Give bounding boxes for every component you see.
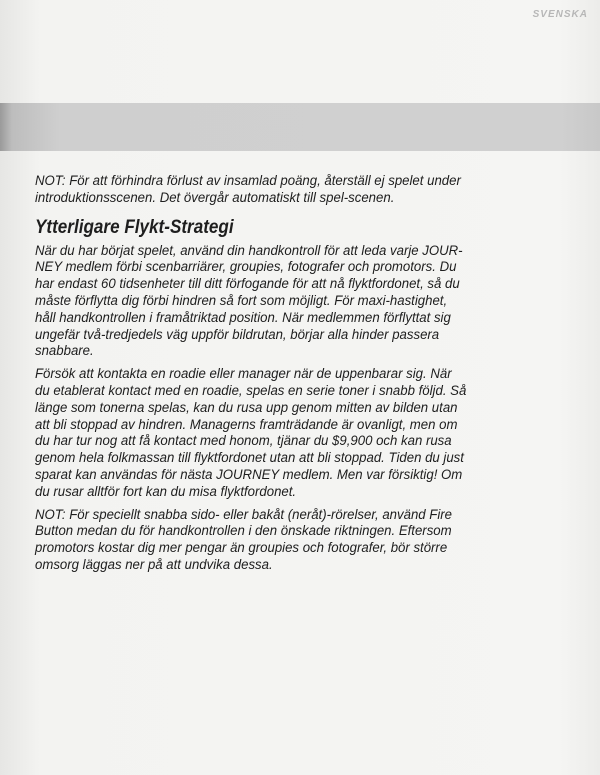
header-band (0, 103, 600, 151)
paragraph-line: du etablerat kontact med en roadie, spelas en serie toner i snabb följd. Så (35, 382, 467, 399)
paragraph-line: att bli stoppad av hindren. Managerns framträdande är ovanligt, men om (35, 416, 458, 433)
paragraph-line: NEY medlem förbi scenbarriärer, groupies, fotografer och promotors. Du (35, 259, 457, 276)
note-line: omsorg läggas ner på att undvika dessa. (35, 556, 273, 573)
page-content (35, 173, 575, 580)
language-label: SVENSKA (532, 9, 588, 20)
paragraph-line: du har tur nog att få kontact med honom, tjänar du $9,900 och kan rusa (35, 433, 452, 450)
intro-note-line: introduktionsscenen. Det övergår automatiskt till spel-scenen. (35, 189, 395, 206)
paragraph-line: ungefär två-tredjedels väg uppför bildrutan, börjar alla hinder passera (35, 326, 440, 343)
paragraph-line: sparat kan användas för nästa JOURNEY medlem. Men var försiktig! Om (35, 466, 463, 483)
paragraph-line: du rusar alltför fort kan du misa flyktfordonet. (35, 483, 297, 500)
paragraph-line: genom hela folkmassan till flyktfordonet utan att bli stoppad. Tiden du just (35, 450, 464, 467)
section-heading: Ytterligare Flykt-Strategi (35, 216, 234, 238)
note-line: NOT: För speciellt snabba sido- eller bakåt (neråt)-rörelser, använd Fire (35, 506, 453, 523)
intro-note (35, 173, 574, 207)
paragraph-line: har endast 60 tidsenheter till ditt förfogande för att nå flyktfordonet, så du (35, 276, 460, 293)
paragraph-line: länge som tonerna spelas, kan du rusa upp genom mitten av bilden utan (35, 399, 458, 416)
intro-note-line: NOT: För att förhindra förlust av insamlad poäng, återställ ej spelet under (35, 173, 461, 189)
paragraph-2 (35, 366, 574, 500)
note-line: Button medan du för handkontrollen i den önskade riktningen. Eftersom (35, 523, 452, 540)
paragraph-line: snabbare. (35, 343, 94, 360)
paragraph-1 (35, 243, 574, 361)
paragraph-line: måste förflytta dig förbi hindren så fort som möjligt. För maxi-hastighet, (35, 292, 448, 309)
note-2 (35, 507, 574, 574)
paragraph-line: håll handkontrollen i framåtriktad position. När medlemmen förflyttat sig (35, 309, 451, 326)
note-line: promotors kostar dig mer pengar än groupies och fotografer, bör större (35, 540, 448, 557)
paragraph-line: När du har börjat spelet, använd din handkontroll för att leda varje JOUR- (35, 242, 463, 259)
paragraph-line: Försök att kontakta en roadie eller manager när de uppenbarar sig. När (35, 366, 452, 383)
